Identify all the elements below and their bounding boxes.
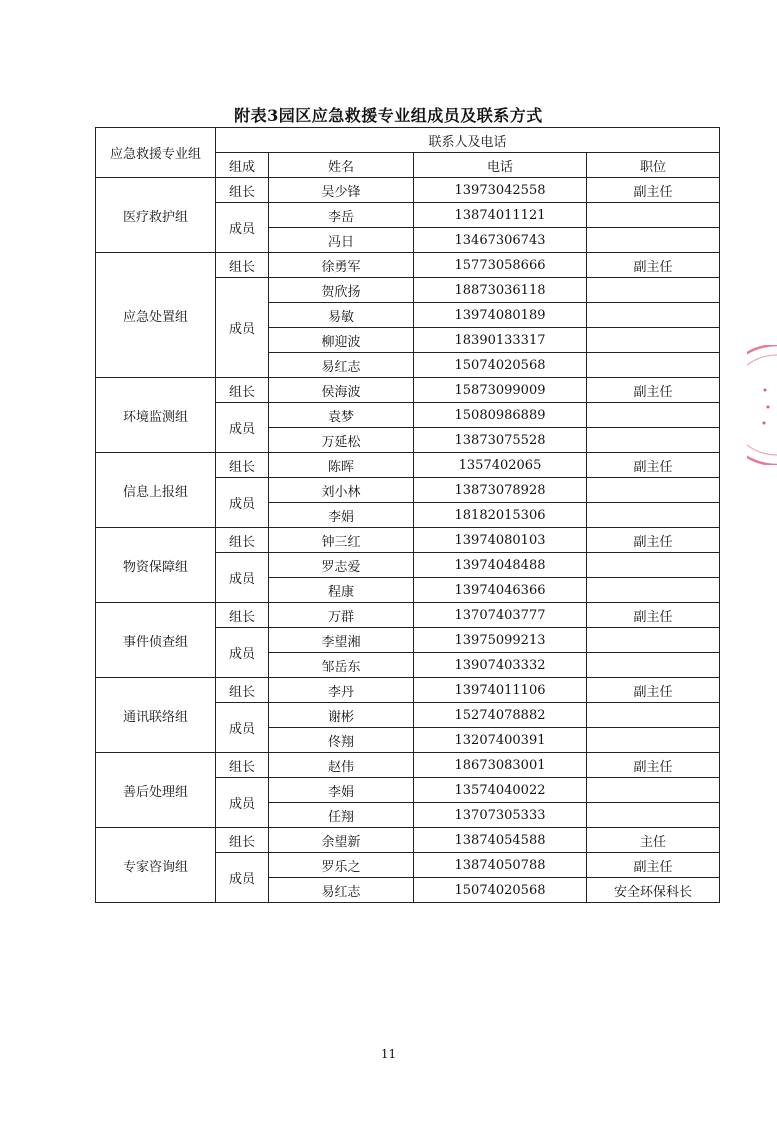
name-cell: 余望新 (269, 828, 414, 853)
phone-cell: 13974080189 (414, 303, 587, 328)
group-name-cell: 通讯联络组 (96, 678, 216, 753)
phone-cell: 18182015306 (414, 503, 587, 528)
page-title: 附表3园区应急救援专业组成员及联系方式 (234, 106, 543, 125)
position-cell: 安全环保科长 (587, 878, 720, 903)
phone-cell: 15773058666 (414, 253, 587, 278)
table-row (96, 528, 720, 553)
name-cell: 李娟 (269, 778, 414, 803)
name-cell: 李丹 (269, 678, 414, 703)
name-cell: 赵伟 (269, 753, 414, 778)
position-cell: 副主任 (587, 753, 720, 778)
table-row (96, 678, 720, 703)
name-cell: 谢彬 (269, 703, 414, 728)
position-cell (587, 328, 720, 353)
group-name-cell: 物资保障组 (96, 528, 216, 603)
role-cell: 组长 (216, 753, 269, 778)
group-name-cell: 医疗救护组 (96, 178, 216, 253)
position-cell: 副主任 (587, 853, 720, 878)
name-cell: 钟三红 (269, 528, 414, 553)
name-cell: 程康 (269, 578, 414, 603)
name-cell: 万群 (269, 603, 414, 628)
table-row (96, 178, 720, 203)
name-cell: 刘小林 (269, 478, 414, 503)
seal-stamp-fragment (747, 345, 777, 465)
header-name: 姓名 (269, 153, 414, 178)
group-name-cell: 善后处理组 (96, 753, 216, 828)
header-position: 职位 (587, 153, 720, 178)
role-cell: 组长 (216, 828, 269, 853)
role-cell: 组长 (216, 378, 269, 403)
phone-cell: 13973042558 (414, 178, 587, 203)
group-name-cell: 事件侦查组 (96, 603, 216, 678)
position-cell: 主任 (587, 828, 720, 853)
name-cell: 袁梦 (269, 403, 414, 428)
group-name-cell: 应急处置组 (96, 253, 216, 378)
phone-cell: 15873099009 (414, 378, 587, 403)
table-row (96, 453, 720, 478)
header-group: 应急救援专业组 (96, 128, 216, 178)
name-cell: 佟翔 (269, 728, 414, 753)
page-number: 11 (380, 1047, 397, 1061)
table-row (96, 753, 720, 778)
phone-cell: 13874054588 (414, 828, 587, 853)
name-cell: 徐勇军 (269, 253, 414, 278)
name-cell: 罗志爱 (269, 553, 414, 578)
phone-cell: 13873078928 (414, 478, 587, 503)
position-cell (587, 428, 720, 453)
phone-cell: 18673083001 (414, 753, 587, 778)
phone-cell: 13974080103 (414, 528, 587, 553)
table-row (96, 378, 720, 403)
phone-cell: 13467306743 (414, 228, 587, 253)
name-cell: 任翔 (269, 803, 414, 828)
phone-cell: 13974046366 (414, 578, 587, 603)
name-cell: 易红志 (269, 353, 414, 378)
name-cell: 万延松 (269, 428, 414, 453)
name-cell: 冯日 (269, 228, 414, 253)
position-cell (587, 403, 720, 428)
position-cell (587, 803, 720, 828)
position-cell (587, 703, 720, 728)
group-name-cell: 专家咨询组 (96, 828, 216, 903)
name-cell: 易红志 (269, 878, 414, 903)
name-cell: 李岳 (269, 203, 414, 228)
contact-table (95, 127, 720, 903)
position-cell (587, 778, 720, 803)
position-cell: 副主任 (587, 603, 720, 628)
group-name-cell: 信息上报组 (96, 453, 216, 528)
phone-cell: 18873036118 (414, 278, 587, 303)
name-cell: 易敏 (269, 303, 414, 328)
phone-cell: 13707305333 (414, 803, 587, 828)
position-cell (587, 278, 720, 303)
role-cell: 成员 (216, 278, 269, 378)
phone-cell: 13874050788 (414, 853, 587, 878)
name-cell: 吴少锋 (269, 178, 414, 203)
table-header-row (96, 128, 720, 153)
role-cell: 成员 (216, 628, 269, 678)
table-row (96, 828, 720, 853)
header-contact: 联系人及电话 (216, 128, 720, 153)
position-cell (587, 478, 720, 503)
name-cell: 李娟 (269, 503, 414, 528)
phone-cell: 13874011121 (414, 203, 587, 228)
role-cell: 组长 (216, 528, 269, 553)
role-cell: 成员 (216, 403, 269, 453)
name-cell: 罗乐之 (269, 853, 414, 878)
role-cell: 成员 (216, 703, 269, 753)
phone-cell: 13974048488 (414, 553, 587, 578)
role-cell: 成员 (216, 553, 269, 603)
position-cell: 副主任 (587, 453, 720, 478)
name-cell: 柳迎波 (269, 328, 414, 353)
position-cell (587, 353, 720, 378)
phone-cell: 13873075528 (414, 428, 587, 453)
name-cell: 贺欣扬 (269, 278, 414, 303)
name-cell: 侯海波 (269, 378, 414, 403)
position-cell (587, 203, 720, 228)
position-cell (587, 653, 720, 678)
table-row (96, 253, 720, 278)
phone-cell: 13907403332 (414, 653, 587, 678)
position-cell (587, 628, 720, 653)
name-cell: 李望湘 (269, 628, 414, 653)
phone-cell: 15074020568 (414, 878, 587, 903)
role-cell: 组长 (216, 453, 269, 478)
group-name-cell: 环境监测组 (96, 378, 216, 453)
role-cell: 成员 (216, 203, 269, 253)
position-cell: 副主任 (587, 253, 720, 278)
table-row (96, 603, 720, 628)
phone-cell: 13707403777 (414, 603, 587, 628)
position-cell (587, 303, 720, 328)
phone-cell: 13975099213 (414, 628, 587, 653)
phone-cell: 13574040022 (414, 778, 587, 803)
position-cell: 副主任 (587, 528, 720, 553)
position-cell (587, 553, 720, 578)
phone-cell: 15074020568 (414, 353, 587, 378)
role-cell: 成员 (216, 778, 269, 828)
position-cell: 副主任 (587, 178, 720, 203)
position-cell: 副主任 (587, 678, 720, 703)
position-cell (587, 228, 720, 253)
role-cell: 成员 (216, 853, 269, 903)
role-cell: 组长 (216, 603, 269, 628)
phone-cell: 13207400391 (414, 728, 587, 753)
role-cell: 组长 (216, 678, 269, 703)
phone-cell: 15274078882 (414, 703, 587, 728)
phone-cell: 13974011106 (414, 678, 587, 703)
phone-cell: 15080986889 (414, 403, 587, 428)
phone-cell: 18390133317 (414, 328, 587, 353)
role-cell: 组长 (216, 178, 269, 203)
position-cell: 副主任 (587, 378, 720, 403)
name-cell: 邹岳东 (269, 653, 414, 678)
phone-cell: 1357402065 (414, 453, 587, 478)
position-cell (587, 503, 720, 528)
position-cell (587, 728, 720, 753)
name-cell: 陈晖 (269, 453, 414, 478)
role-cell: 组长 (216, 253, 269, 278)
header-role: 组成 (216, 153, 269, 178)
header-phone: 电话 (414, 153, 587, 178)
role-cell: 成员 (216, 478, 269, 528)
position-cell (587, 578, 720, 603)
